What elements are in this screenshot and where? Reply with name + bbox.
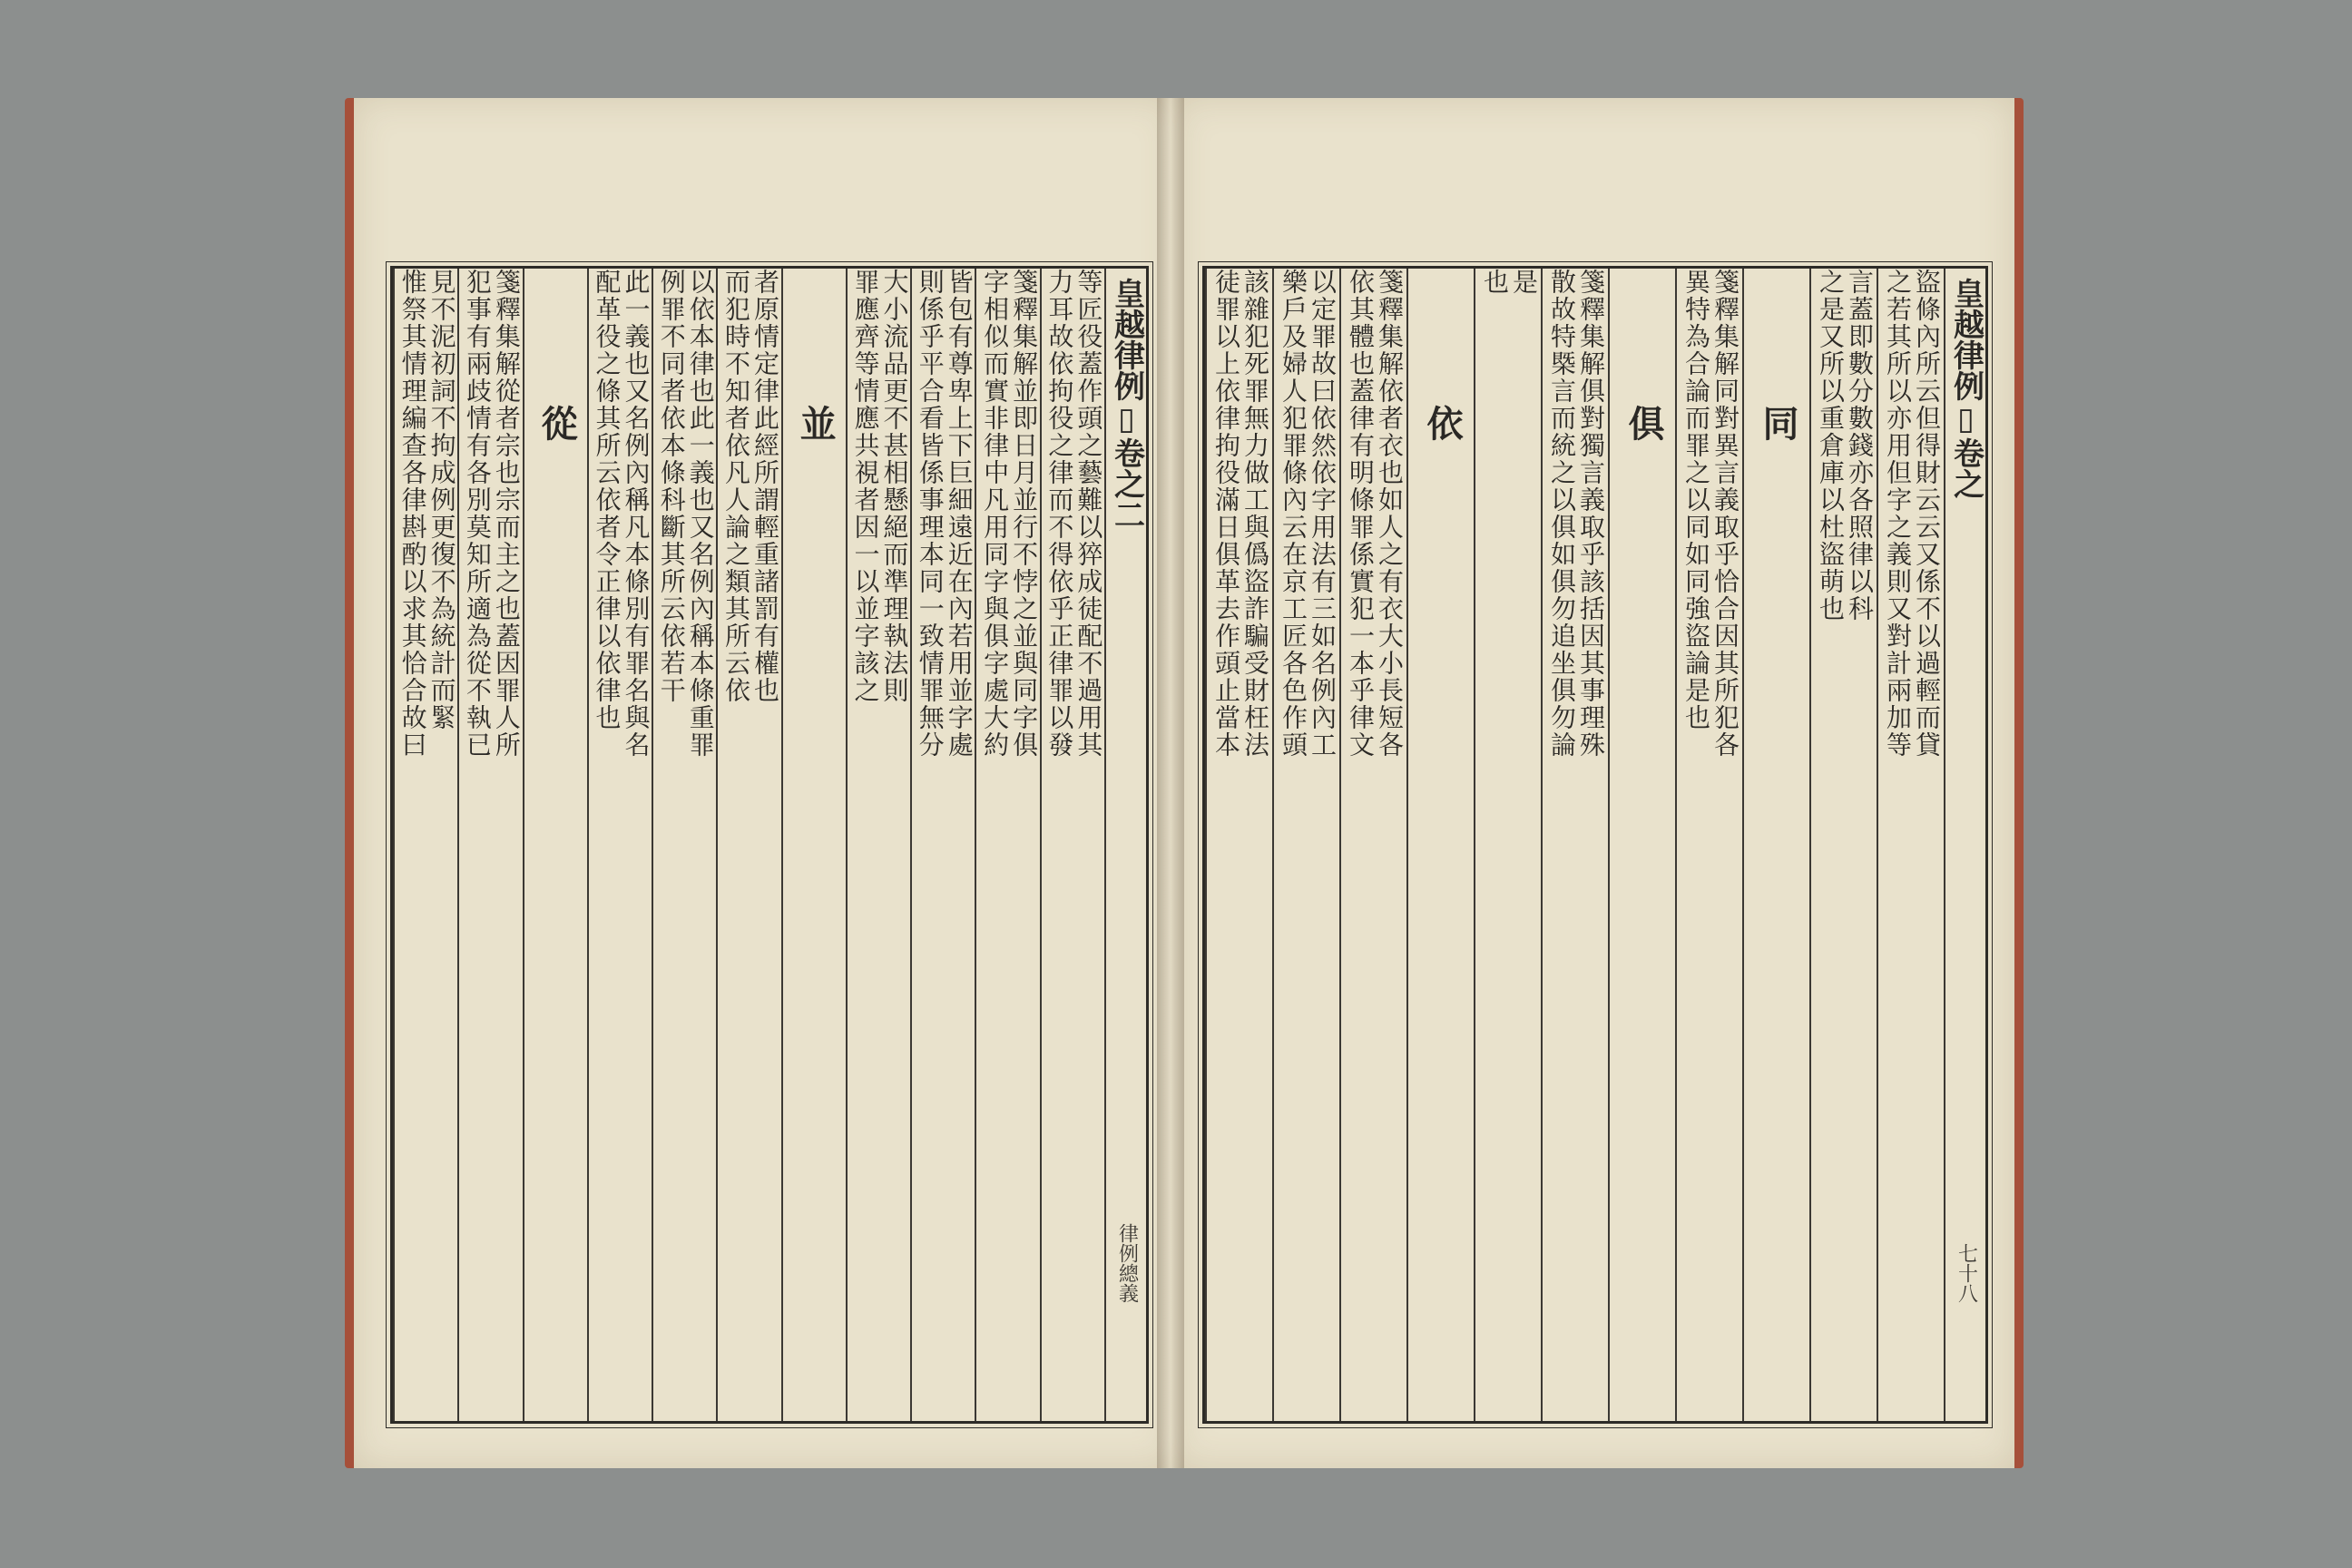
text-line: 配革役之條其所云依者令正律以依律也: [592, 269, 622, 731]
text-line: 則係乎平合看皆係事理本同一致情罪無分: [915, 269, 946, 759]
text-line: 以依本律也此一義也又名例內稱本條重罪: [685, 269, 716, 759]
section-heading: 依: [1421, 405, 1464, 443]
text-column: [1742, 269, 1811, 1421]
left-text-frame: [390, 266, 1149, 1424]
text-column: [781, 269, 848, 1421]
text-column: [1608, 269, 1677, 1421]
section-heading: 並: [794, 405, 838, 443]
text-line: 例罪不同者依本條科斷其所云依若干: [656, 269, 687, 704]
text-line: 大小流品更不甚相懸絕而準理執法則: [879, 269, 910, 704]
text-column: [393, 269, 459, 1421]
text-line: 該雜犯死罪無力做工與僞盜詐騙受財枉法: [1240, 269, 1270, 759]
left-page-margin: [1104, 269, 1148, 1421]
text-column: [1406, 269, 1475, 1421]
text-column: [1809, 269, 1878, 1421]
text-line: 箋釋集解俱對獨言義取乎該括因其事理殊: [1576, 269, 1606, 759]
text-column: [1040, 269, 1106, 1421]
section-heading: 從: [535, 405, 579, 443]
text-column: [1675, 269, 1744, 1421]
text-line: 罪應齊等情應共視者因一以並字該之: [850, 269, 881, 704]
text-line: 字相似而實非律中凡用同字與俱字處大約: [980, 269, 1011, 759]
text-line: 是: [1509, 269, 1539, 296]
text-column: [523, 269, 589, 1421]
text-line: 也: [1480, 269, 1510, 296]
right-page: [1175, 98, 2024, 1468]
text-column: [1541, 269, 1610, 1421]
text-column: [1272, 269, 1341, 1421]
margin-label: 律例總義: [1115, 1223, 1139, 1303]
text-line: 惟祭其情理編查各律斟酌以求其恰合故曰: [397, 269, 428, 759]
text-line: 力耳故依拘役之律而不得依乎正律罪以發: [1044, 269, 1075, 759]
text-line: 箋釋集解並即日月並行不悖之並與同字俱: [1009, 269, 1040, 759]
text-line: 之若其所以亦用但字之義則又對計兩加等: [1883, 269, 1913, 759]
left-page: [345, 98, 1175, 1468]
text-line: 散故特槩言而統之以俱如俱勿追坐俱勿論: [1547, 269, 1577, 759]
text-column: [910, 269, 976, 1421]
text-column: [1205, 269, 1274, 1421]
margin-label: 七十八: [1955, 1243, 1978, 1303]
text-column: [587, 269, 653, 1421]
right-page-margin: [1944, 269, 1987, 1421]
open-book: [345, 98, 2024, 1468]
text-line: 等匠役蓋作頭之藝難以猝成徒配不過用其: [1073, 269, 1104, 759]
text-column: [846, 269, 912, 1421]
section-heading: 同: [1757, 405, 1799, 443]
text-column: [1339, 269, 1408, 1421]
section-heading: 俱: [1622, 405, 1665, 443]
text-line: 者原情定律此經所謂輕重諸罰有權也: [750, 269, 780, 704]
text-line: 見不泥初詞不拘成例更復不為統計而緊: [426, 269, 457, 731]
text-column: [457, 269, 524, 1421]
margin-title: 皇越律例▯卷之二: [1108, 278, 1145, 530]
text-line: 箋釋集解同對異言義取乎恰合因其所犯各: [1710, 269, 1740, 759]
text-column: [1474, 269, 1543, 1421]
text-line: 箋釋集解從者宗也宗而主之也蓋因罪人所: [491, 269, 522, 759]
text-line: 異特為合論而罪之以同如同強盜論是也: [1681, 269, 1711, 731]
margin-title: 皇越律例▯卷之: [1947, 278, 1984, 499]
text-line: 而犯時不知者依凡人論之類其所云依: [720, 269, 751, 704]
text-line: 樂戶及婦人犯罪條內云在京工匠各色作頭: [1279, 269, 1308, 759]
text-line: 箋釋集解依者衣也如人之有衣大小長短各: [1375, 269, 1405, 759]
text-line: 犯事有兩歧情有各別莫知所適為從不執已: [462, 269, 493, 759]
text-line: 盜條內所云但得財云云又係不以過輕而貸: [1912, 269, 1942, 759]
text-line: 以定罪故曰依然依字用法有三如名例內工: [1308, 269, 1338, 759]
text-column: [1877, 269, 1945, 1421]
text-line: 之是又所以重倉庫以杜盜萌也: [1816, 269, 1846, 622]
text-column: [975, 269, 1041, 1421]
text-line: 徒罪以上依律拘役滿日俱革去作頭止當本: [1211, 269, 1241, 759]
text-column: [716, 269, 782, 1421]
text-line: 依其體也蓋律有明條罪係實犯一本乎律文: [1346, 269, 1376, 759]
right-text-frame: [1202, 266, 1988, 1424]
text-line: 此一義也又名例內稱凡本條別有罪名與名: [621, 269, 652, 759]
book-gutter: [1157, 98, 1184, 1468]
text-line: 皆包有尊卑上下巨細遠近在內若用並字處: [944, 269, 975, 759]
text-column: [652, 269, 718, 1421]
text-line: 言蓋即數分數錢亦各照律以科: [1845, 269, 1875, 622]
